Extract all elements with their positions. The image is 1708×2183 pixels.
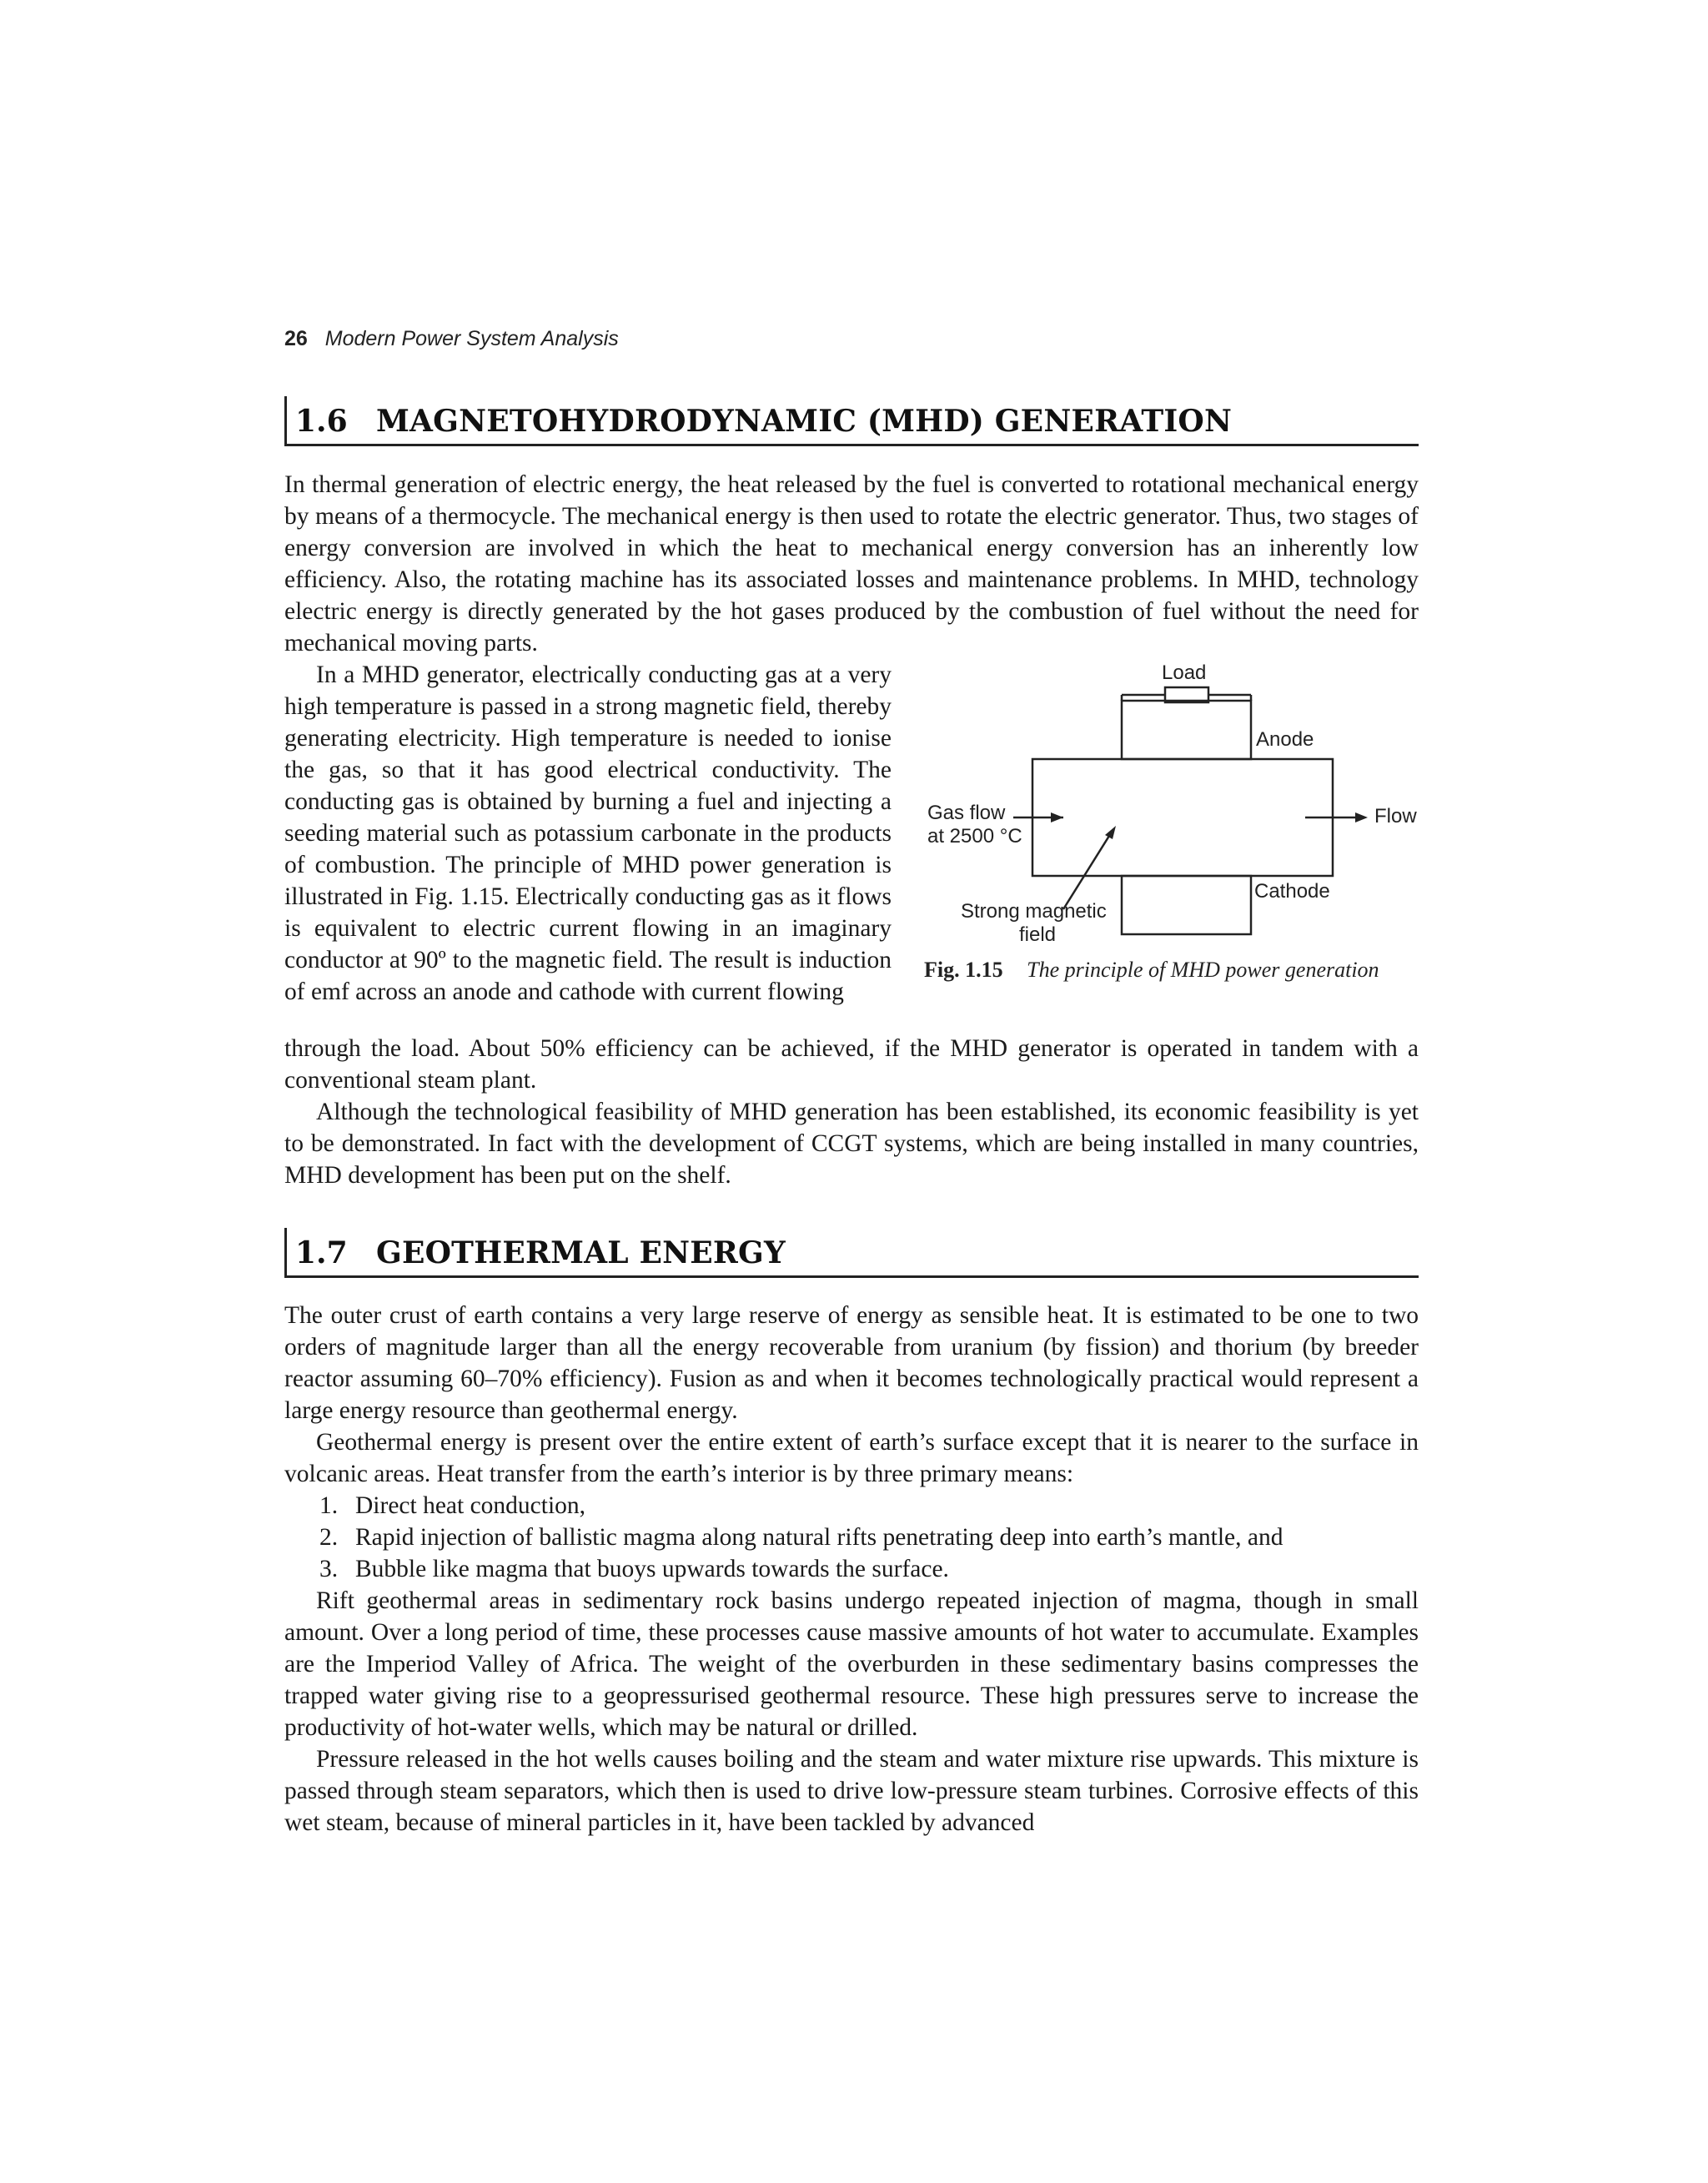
magnetic-arrowhead [1105, 826, 1116, 839]
flow-arrowhead [1355, 812, 1368, 822]
list-text: Direct heat conduction, [355, 1492, 586, 1519]
gas-flow-label: Gas flow [927, 802, 1006, 824]
section-number: 1.7 [295, 1235, 348, 1270]
list-text: Rapid injection of ballistic magma along natural rifts penetrating deep into earth’s mantle, and [355, 1524, 1284, 1551]
running-head [284, 327, 619, 351]
book-title: Modern Power System Analysis [324, 327, 619, 350]
figure-number: Fig. 1.15 [924, 958, 1003, 982]
anode-label: Anode [1256, 728, 1314, 751]
paragraph: Pressure released in the hot wells causes boiling and the steam and water mixture rise upwards. This mixture is passed through steam separators, which then is used to drive low-pressure steam turbines. Corrosive effects of this wet steam, because of mineral particles in it, have been tackled by advanced [284, 1746, 1419, 1836]
figure-caption-text: The principle of MHD power generation [1027, 958, 1379, 982]
section-heading-1-6 [284, 396, 1419, 446]
gas-flow-arrowhead [1051, 812, 1063, 822]
page-number: 26 [284, 327, 308, 350]
paragraph: The outer crust of earth contains a very large reserve of energy as sensible heat. It is estimated to be one to two orders of magnitude larger than all the energy recoverable from uranium (by fission) and thorium (by breeder reactor assuming 60–70% efficiency). Fusion as and when it becomes technologically practical would represent a large energy resource than geothermal energy. [284, 1302, 1419, 1424]
section-title: GEOTHERMAL ENERGY [376, 1235, 786, 1270]
paragraph: Geothermal energy is present over the entire extent of earth’s surface except that it is nearer to the surface in volcanic areas. Heat transfer from the earth’s interior is by three primary means: [284, 1429, 1419, 1487]
gas-temp-label: at 2500 °C [927, 825, 1022, 848]
figure-mhd-principle [917, 659, 1434, 976]
cathode-electrode [1122, 876, 1251, 934]
load-label: Load [1162, 661, 1207, 684]
section-number: 1.6 [295, 404, 348, 439]
list-number: 1. [319, 1492, 339, 1519]
paragraph: Although the technological feasibility of MHD generation has been established, its economic feasibility is yet to be demonstrated. In fact with the development of CCGT systems, which are being installed in many countries, MHD development has been put on the shelf. [284, 1099, 1419, 1189]
paragraph: In thermal generation of electric energy, the heat released by the fuel is converted to rotational mechanical energy by means of a thermocycle. The mechanical energy is then used to rotate the electric generator. Thus, two stages of energy conversion are involved in which the heat to mechanical energy conversion has an inherently low efficiency. Also, the rotating machine has its associated losses and maintenance problems. In MHD, technology electric energy is directly generated by the hot gases produced by the combustion of fuel without the need for mechanical moving parts. [284, 471, 1419, 656]
paragraph: Rift geothermal areas in sedimentary rock basins undergo repeated injection of magma, though in small amount. Over a long period of time, these processes cause massive amounts of hot water to accumulate. Examples are the Imperiod Valley of Africa. The weight of the overburden in these sedimentary basins compresses the trapped water giving rise to a geopressurised geothermal resource. These high pressures serve to increase the productivity of hot-water wells, which may be natural or drilled. [284, 1587, 1419, 1741]
section-title: MAGNETOHYDRODYNAMIC (MHD) GENERATION [376, 404, 1233, 439]
magnetic-field-label: Strong magnetic [961, 900, 1107, 923]
paragraph: through the load. About 50% efficiency can be achieved, if the MHD generator is operated in tandem with a conventional steam plant. [284, 1035, 1419, 1094]
magnetic-pointer-line [1063, 829, 1113, 909]
list-text: Bubble like magma that buoys upwards towards the surface. [355, 1556, 949, 1582]
list-item [284, 1522, 1419, 1553]
magnetic-field-label-2: field [1019, 923, 1057, 946]
flow-label: Flow [1374, 805, 1417, 827]
list-item [284, 1490, 1419, 1522]
list-item [284, 1553, 1419, 1585]
figure-caption [924, 958, 1379, 983]
section-heading-1-7 [284, 1228, 1419, 1278]
heat-transfer-list [284, 1490, 1419, 1585]
anode-electrode [1122, 701, 1251, 759]
list-number: 2. [319, 1524, 339, 1551]
list-number: 3. [319, 1556, 339, 1582]
mhd-channel [1032, 759, 1333, 876]
cathode-label: Cathode [1254, 880, 1330, 903]
paragraph-wrapped: In a MHD generator, electrically conducting gas at a very high temperature is passed in a strong magnetic field, thereby generating electricity. High temperature is needed to ionise the gas, so that it has good electrical conductivity. The conducting gas is obtained by burning a fuel and injecting a seeding material such as potassium carbonate in the products of combustion. The principle of MHD power generation is illustrated in Fig. 1.15. Electrically conducting gas as it flows is equivalent to electric current flowing in an imaginary conductor at 90º to the magnetic field. The result is induction of emf across an anode and cathode with current flowing [284, 661, 892, 1005]
